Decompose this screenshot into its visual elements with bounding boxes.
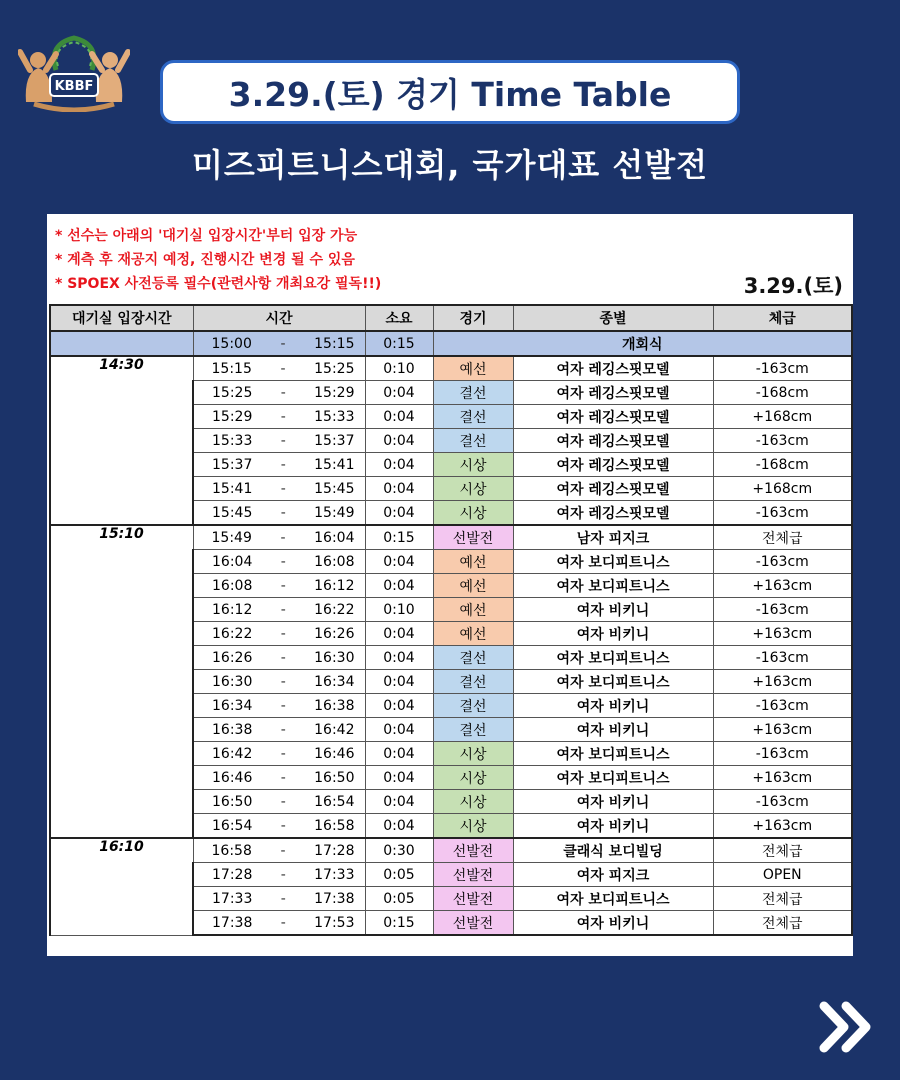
end-time: 16:12 [314, 577, 355, 594]
end-time: 16:22 [314, 601, 355, 618]
event-cell: 여자 레깅스핏모델 [513, 356, 713, 381]
time-cell [193, 887, 365, 911]
event-cell: 여자 레깅스핏모델 [513, 477, 713, 501]
duration-cell: 0:10 [365, 356, 433, 381]
start-time: 17:28 [212, 866, 253, 883]
event-cell: 여자 피지크 [513, 863, 713, 887]
class-cell: -163cm [713, 550, 852, 574]
time-cell [193, 453, 365, 477]
stage-cell: 시상 [433, 501, 513, 526]
event-cell: 여자 보디피트니스 [513, 550, 713, 574]
duration-cell: 0:04 [365, 501, 433, 526]
next-arrow-icon[interactable] [818, 998, 876, 1056]
event-cell: 여자 보디피트니스 [513, 646, 713, 670]
end-time: 16:46 [314, 745, 355, 762]
table-row [50, 838, 852, 863]
time-separator: - [280, 914, 286, 931]
schedule-sheet [47, 214, 853, 956]
time-cell [193, 381, 365, 405]
duration-cell: 0:15 [365, 331, 433, 356]
end-time: 15:25 [314, 360, 355, 377]
stage-cell: 선발전 [433, 525, 513, 550]
start-time: 16:04 [212, 553, 253, 570]
start-time: 16:34 [212, 697, 253, 714]
time-cell [193, 790, 365, 814]
stage-cell: 결선 [433, 718, 513, 742]
notice-list [55, 224, 381, 296]
time-range [194, 578, 365, 594]
stage-cell: 시상 [433, 742, 513, 766]
stage-cell: 예선 [433, 598, 513, 622]
time-cell [193, 622, 365, 646]
stage-cell: 결선 [433, 405, 513, 429]
duration-cell: 0:15 [365, 911, 433, 936]
start-time: 15:37 [212, 456, 253, 473]
class-cell: -163cm [713, 356, 852, 381]
duration-cell: 0:05 [365, 887, 433, 911]
time-cell [193, 405, 365, 429]
start-time: 15:25 [212, 384, 253, 401]
end-time: 17:28 [314, 842, 355, 859]
column-header-entry-time: 대기실 입장시간 [50, 305, 193, 331]
time-range [194, 385, 365, 401]
stage-cell: 시상 [433, 453, 513, 477]
stage-cell: 시상 [433, 790, 513, 814]
class-cell: -163cm [713, 501, 852, 526]
class-cell: OPEN [713, 863, 852, 887]
duration-cell: 0:30 [365, 838, 433, 863]
end-time: 17:33 [314, 866, 355, 883]
duration-cell: 0:04 [365, 742, 433, 766]
end-time: 16:04 [314, 529, 355, 546]
time-range [194, 409, 365, 425]
end-time: 17:53 [314, 914, 355, 931]
duration-cell: 0:04 [365, 622, 433, 646]
event-cell: 여자 보디피트니스 [513, 766, 713, 790]
time-separator: - [280, 456, 286, 473]
end-time: 16:34 [314, 673, 355, 690]
event-cell: 여자 보디피트니스 [513, 742, 713, 766]
start-time: 16:42 [212, 745, 253, 762]
class-cell: -168cm [713, 381, 852, 405]
page-subtitle: 미즈피트니스대회, 국가대표 선발전 [191, 146, 709, 184]
kbbf-logo-icon [18, 30, 130, 112]
time-separator: - [280, 697, 286, 714]
time-range [194, 794, 365, 810]
class-cell: +163cm [713, 766, 852, 790]
stage-cell: 결선 [433, 670, 513, 694]
duration-cell: 0:04 [365, 814, 433, 839]
table-row [50, 356, 852, 381]
time-separator: - [280, 793, 286, 810]
time-range [194, 746, 365, 762]
column-header-event: 종별 [513, 305, 713, 331]
class-cell: +163cm [713, 574, 852, 598]
stage-cell: 예선 [433, 574, 513, 598]
duration-cell: 0:04 [365, 429, 433, 453]
event-cell: 여자 비키니 [513, 694, 713, 718]
time-separator: - [280, 480, 286, 497]
time-separator: - [280, 842, 286, 859]
end-time: 15:49 [314, 504, 355, 521]
time-range [194, 915, 365, 931]
time-cell [193, 598, 365, 622]
time-range [194, 336, 365, 352]
start-time: 16:58 [211, 842, 252, 859]
svg-text:KBBF: KBBF [54, 79, 94, 94]
duration-cell: 0:04 [365, 405, 433, 429]
table-row [50, 525, 852, 550]
time-range [194, 530, 365, 546]
event-cell: 여자 보디피트니스 [513, 670, 713, 694]
opening-row [50, 331, 852, 356]
event-cell: 남자 피지크 [513, 525, 713, 550]
stage-cell: 선발전 [433, 887, 513, 911]
time-separator: - [280, 601, 286, 618]
time-cell [193, 863, 365, 887]
time-range [194, 602, 365, 618]
time-cell [193, 429, 365, 453]
stage-cell: 선발전 [433, 838, 513, 863]
time-separator: - [280, 673, 286, 690]
class-cell: +168cm [713, 405, 852, 429]
class-cell: 전체급 [713, 525, 852, 550]
column-header-stage: 경기 [433, 305, 513, 331]
time-range [194, 698, 365, 714]
end-time: 16:38 [314, 697, 355, 714]
time-separator: - [280, 745, 286, 762]
class-cell: +163cm [713, 814, 852, 839]
stage-cell: 결선 [433, 694, 513, 718]
notice-item: * 계측 후 재공지 예정, 진행시간 변경 될 수 있음 [55, 252, 355, 268]
page-title: 3.29.(토) 경기 Time Table [160, 60, 740, 124]
end-time: 16:08 [314, 553, 355, 570]
end-time: 15:45 [314, 480, 355, 497]
time-cell [193, 814, 365, 839]
time-range [194, 770, 365, 786]
start-time: 15:49 [211, 529, 252, 546]
duration-cell: 0:15 [365, 525, 433, 550]
entry-time-cell: 15:10 [50, 525, 193, 838]
time-separator: - [280, 529, 286, 546]
end-time: 16:54 [314, 793, 355, 810]
duration-cell: 0:04 [365, 766, 433, 790]
event-cell: 여자 레깅스핏모델 [513, 501, 713, 526]
time-range [194, 818, 365, 834]
time-separator: - [280, 360, 286, 377]
event-cell: 클래식 보디빌딩 [513, 838, 713, 863]
class-cell: +163cm [713, 670, 852, 694]
start-time: 16:22 [212, 625, 253, 642]
time-cell [193, 718, 365, 742]
class-cell: 전체급 [713, 887, 852, 911]
end-time: 15:33 [314, 408, 355, 425]
class-cell: 전체급 [713, 838, 852, 863]
event-cell: 여자 비키니 [513, 911, 713, 936]
duration-cell: 0:04 [365, 381, 433, 405]
start-time: 16:46 [212, 769, 253, 786]
column-header-class: 체급 [713, 305, 852, 331]
stage-cell: 결선 [433, 646, 513, 670]
time-separator: - [280, 335, 286, 352]
time-separator: - [280, 890, 286, 907]
start-time: 16:50 [212, 793, 253, 810]
opening-label: 개회식 [433, 331, 852, 356]
start-time: 15:33 [212, 432, 253, 449]
class-cell: -163cm [713, 694, 852, 718]
start-time: 16:08 [212, 577, 253, 594]
time-range [194, 650, 365, 666]
start-time: 15:29 [212, 408, 253, 425]
event-cell: 여자 레깅스핏모델 [513, 381, 713, 405]
end-time: 16:42 [314, 721, 355, 738]
time-cell [193, 911, 365, 936]
time-range [194, 505, 365, 521]
time-separator: - [280, 432, 286, 449]
schedule-table [49, 304, 853, 936]
event-cell: 여자 비키니 [513, 814, 713, 839]
duration-cell: 0:04 [365, 670, 433, 694]
time-separator: - [280, 553, 286, 570]
event-cell: 여자 레깅스핏모델 [513, 429, 713, 453]
time-cell [193, 501, 365, 526]
stage-cell: 시상 [433, 477, 513, 501]
start-time: 15:00 [211, 335, 252, 352]
end-time: 16:26 [314, 625, 355, 642]
start-time: 17:33 [212, 890, 253, 907]
duration-cell: 0:04 [365, 550, 433, 574]
duration-cell: 0:10 [365, 598, 433, 622]
class-cell: 전체급 [713, 911, 852, 936]
class-cell: -163cm [713, 742, 852, 766]
event-cell: 여자 비키니 [513, 622, 713, 646]
notice-item: * SPOEX 사전등록 필수(관련사항 개최요강 필독!!) [55, 276, 382, 292]
time-range [194, 433, 365, 449]
duration-cell: 0:04 [365, 646, 433, 670]
class-cell: -168cm [713, 453, 852, 477]
time-separator: - [280, 408, 286, 425]
duration-cell: 0:05 [365, 863, 433, 887]
stage-cell: 예선 [433, 550, 513, 574]
start-time: 16:30 [212, 673, 253, 690]
class-cell: +168cm [713, 477, 852, 501]
time-cell [193, 550, 365, 574]
time-separator: - [280, 649, 286, 666]
time-separator: - [280, 577, 286, 594]
time-cell [193, 670, 365, 694]
start-time: 16:26 [212, 649, 253, 666]
duration-cell: 0:04 [365, 694, 433, 718]
notice-item: * 선수는 아래의 '대기실 입장시간'부터 입장 가능 [55, 228, 358, 244]
end-time: 16:50 [314, 769, 355, 786]
time-range [194, 722, 365, 738]
duration-cell: 0:04 [365, 790, 433, 814]
duration-cell: 0:04 [365, 453, 433, 477]
time-separator: - [280, 817, 286, 834]
start-time: 15:41 [212, 480, 253, 497]
stage-cell: 결선 [433, 381, 513, 405]
event-cell: 여자 비키니 [513, 790, 713, 814]
start-time: 16:38 [212, 721, 253, 738]
time-cell [193, 742, 365, 766]
class-cell: -163cm [713, 598, 852, 622]
stage-cell: 예선 [433, 356, 513, 381]
time-separator: - [280, 769, 286, 786]
time-separator: - [280, 625, 286, 642]
stage-cell: 시상 [433, 814, 513, 839]
start-time: 16:12 [212, 601, 253, 618]
start-time: 15:15 [211, 360, 252, 377]
time-range [194, 457, 365, 473]
start-time: 17:38 [212, 914, 253, 931]
time-separator: - [280, 866, 286, 883]
time-separator: - [280, 504, 286, 521]
entry-time-cell: 16:10 [50, 838, 193, 935]
start-time: 15:45 [212, 504, 253, 521]
time-range [194, 843, 365, 859]
end-time: 15:41 [314, 456, 355, 473]
time-range [194, 361, 365, 377]
time-cell [193, 766, 365, 790]
stage-cell: 결선 [433, 429, 513, 453]
time-range [194, 891, 365, 907]
time-cell [193, 477, 365, 501]
stage-cell: 시상 [433, 766, 513, 790]
time-cell [193, 356, 365, 381]
event-cell: 여자 레깅스핏모델 [513, 405, 713, 429]
time-separator: - [280, 721, 286, 738]
class-cell: +163cm [713, 718, 852, 742]
time-cell [193, 525, 365, 550]
time-cell [193, 331, 365, 356]
end-time: 15:15 [314, 335, 355, 352]
end-time: 16:58 [314, 817, 355, 834]
duration-cell: 0:04 [365, 718, 433, 742]
date-label: 3.29.(토) [743, 274, 843, 298]
time-separator: - [280, 384, 286, 401]
class-cell: -163cm [713, 790, 852, 814]
time-cell [193, 646, 365, 670]
stage-cell: 예선 [433, 622, 513, 646]
table-header-row [50, 305, 852, 331]
end-time: 17:38 [314, 890, 355, 907]
time-cell [193, 574, 365, 598]
time-range [194, 626, 365, 642]
end-time: 16:30 [314, 649, 355, 666]
event-cell: 여자 레깅스핏모델 [513, 453, 713, 477]
event-cell: 여자 비키니 [513, 598, 713, 622]
entry-time-cell [50, 331, 193, 356]
duration-cell: 0:04 [365, 574, 433, 598]
time-range [194, 481, 365, 497]
column-header-duration: 소요 [365, 305, 433, 331]
duration-cell: 0:04 [365, 477, 433, 501]
stage-cell: 선발전 [433, 911, 513, 936]
start-time: 16:54 [212, 817, 253, 834]
stage-cell: 선발전 [433, 863, 513, 887]
class-cell: -163cm [713, 646, 852, 670]
time-range [194, 674, 365, 690]
class-cell: +163cm [713, 622, 852, 646]
end-time: 15:29 [314, 384, 355, 401]
event-cell: 여자 비키니 [513, 718, 713, 742]
time-range [194, 554, 365, 570]
end-time: 15:37 [314, 432, 355, 449]
time-cell [193, 838, 365, 863]
column-header-time: 시간 [193, 305, 365, 331]
event-cell: 여자 보디피트니스 [513, 887, 713, 911]
time-range [194, 867, 365, 883]
time-cell [193, 694, 365, 718]
event-cell: 여자 보디피트니스 [513, 574, 713, 598]
class-cell: -163cm [713, 429, 852, 453]
entry-time-cell: 14:30 [50, 356, 193, 525]
